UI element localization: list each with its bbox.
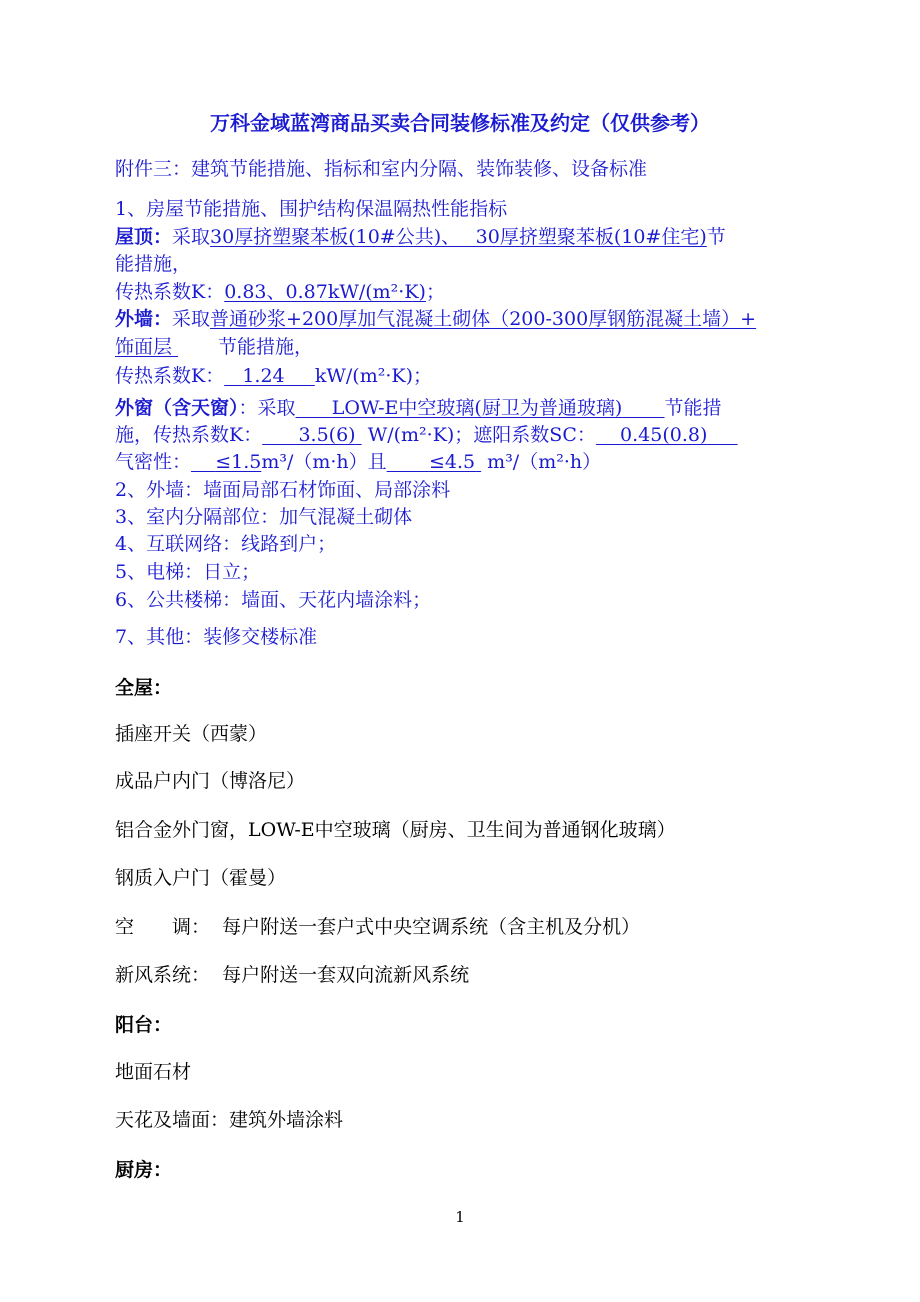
window-line [115, 395, 722, 421]
document-title: 万科金域蓝湾商品买卖合同装修标准及约定（仅供参考） [210, 111, 710, 135]
fresh-air-line [115, 962, 469, 988]
wall-k-value: 1.24 [242, 365, 285, 387]
item-2: 2、外墙：墙面局部石材饰面、局部涂料 [115, 479, 451, 501]
window-k-line [115, 422, 738, 448]
window-air-1: ≤1.5 [215, 451, 262, 473]
roof-line [115, 224, 726, 250]
window-post: 节能措 [664, 397, 722, 419]
window-air-line [115, 449, 601, 475]
window-cont: 施，传热系数K： [115, 424, 263, 446]
roof-k-line [115, 279, 445, 305]
window-air-field-1 [191, 451, 261, 473]
fresh-air-label: 新风系统： [115, 964, 211, 986]
window-air-2: ≤4.5 [428, 451, 476, 473]
item-3: 3、室内分隔部位：加气混凝土砌体 [115, 506, 413, 528]
window-label: 外窗（含天窗） [115, 397, 239, 419]
whole-house-line-1: 插座开关（西蒙） [115, 723, 268, 745]
roof-cont: 能措施， [115, 253, 192, 275]
window-k-field [262, 424, 361, 446]
window-air-unit: m³/（m²·h） [487, 451, 602, 473]
balcony-line-2: 天花及墙面：建筑外墙涂料 [115, 1109, 344, 1131]
item-1: 1、房屋节能措施、围护结构保温隔热性能指标 [115, 198, 508, 220]
ac-line [115, 914, 640, 940]
window-sc-field [596, 424, 738, 446]
wall-k-field [224, 365, 315, 387]
whole-house-line-3: 铝合金外门窗，LOW-E中空玻璃（厨房、卫生间为普通钢化玻璃） [115, 819, 676, 841]
wall-pre: 采取 [172, 308, 211, 330]
balcony-line-1: 地面石材 [115, 1061, 192, 1083]
roof-k-value: 0.83、0.87kW/(m²·K) [224, 281, 426, 303]
item-7: 7、其他：装修交楼标准 [115, 626, 318, 648]
wall-post: 节能措施， [218, 336, 314, 358]
whole-house-heading: 全屋： [115, 677, 173, 699]
ac-value: 每户附送一套户式中央空调系统（含主机及分机） [222, 916, 641, 938]
wall-material-1: 普通砂浆+200厚加气混凝土砌体（200-300厚钢筋混凝土墙）+ [210, 308, 757, 330]
item-6: 6、公共楼梯：墙面、天花内墙涂料； [115, 589, 432, 611]
window-material-field [296, 397, 665, 419]
item-4: 4、互联网络：线路到户； [115, 533, 337, 555]
page-number: 1 [455, 1208, 465, 1226]
window-air-field-2 [387, 451, 481, 473]
wall-k-unit: kW/(m²·K)； [314, 365, 432, 387]
wall-line [115, 306, 756, 332]
roof-k-post: ； [425, 281, 445, 303]
window-pre: ：采取 [238, 397, 296, 419]
roof-material: 30厚挤塑聚苯板(10#公共)、 30厚挤塑聚苯板(10#住宅) [210, 226, 707, 248]
wall-k-label: 传热系数K： [115, 365, 225, 387]
balcony-heading: 阳台： [115, 1014, 173, 1036]
whole-house-line-4: 钢质入户门（霍曼） [115, 867, 287, 889]
annex-heading: 附件三：建筑节能措施、指标和室内分隔、装饰装修、设备标准 [115, 158, 648, 180]
item-5: 5、电梯：日立； [115, 561, 261, 583]
window-air-label: 气密性： [115, 451, 192, 473]
window-sc-value: 0.45(0.8) [620, 424, 708, 446]
window-air-mid: m³/（m·h）且 [261, 451, 387, 473]
wall-material-2: 饰面层 [115, 336, 173, 358]
wall-blank [172, 334, 218, 360]
wall-label: 外墙： [115, 308, 173, 330]
window-k-unit: W/(m²·K)；遮阳系数SC： [367, 424, 596, 446]
wall-line-2 [115, 334, 313, 360]
roof-label: 屋顶： [115, 226, 173, 248]
whole-house-line-2: 成品户内门（博洛尼） [115, 770, 306, 792]
kitchen-heading: 厨房： [115, 1159, 173, 1181]
window-material: LOW-E中空玻璃(厨卫为普通玻璃) [331, 397, 623, 419]
fresh-air-value: 每户附送一套双向流新风系统 [222, 964, 470, 986]
roof-k-label: 传热系数K： [115, 281, 225, 303]
wall-k-line [115, 363, 432, 389]
roof-pre: 采取 [172, 226, 211, 248]
roof-post: 节 [706, 226, 726, 248]
ac-label: 空 调： [115, 916, 211, 938]
window-k-value: 3.5(6) [298, 424, 356, 446]
